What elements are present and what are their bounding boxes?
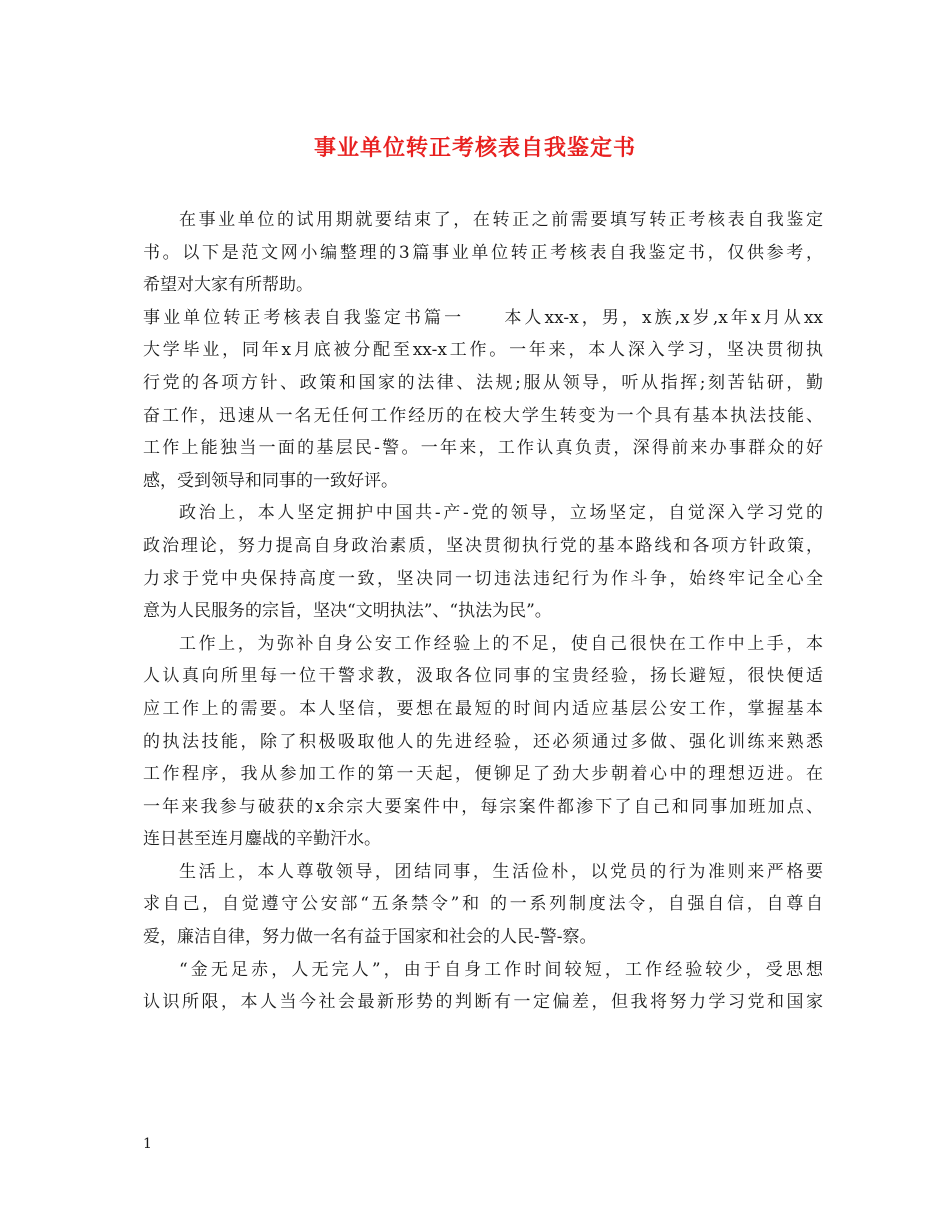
text-line: 书。以下是范文网小编整理的3篇事业单位转正考核表自我鉴定书，仅供参考， — [143, 242, 823, 263]
section-heading-line: 事业单位转正考核表自我鉴定书篇一 本人xx-x，男，x族,x岁,x年x月从xx — [143, 307, 823, 328]
document-body — [143, 204, 823, 1019]
text-line: 奋工作，迅速从一名无任何工作经历的在校大学生转变为一个具有基本执法技能、 — [143, 405, 823, 426]
text-line: 求自己，自觉遵守公安部“五条禁令”和 的一系列制度法令，自强自信，自尊自 — [143, 894, 823, 915]
text-line: 一年来我参与破获的x余宗大要案件中，每宗案件都渗下了自己和同事加班加点、 — [143, 796, 823, 817]
text-line: “金无足赤，人无完人”，由于自身工作时间较短，工作经验较少，受思想 — [179, 959, 823, 980]
text-line: 行党的各项方针、政策和国家的法律、法规;服从领导，听从指挥;刻苦钻研，勤 — [143, 372, 823, 393]
text-line: 希望对大家有所帮助。 — [143, 275, 313, 296]
text-line: 在事业单位的试用期就要结束了，在转正之前需要填写转正考核表自我鉴定 — [179, 210, 823, 230]
text-line: 政治上，本人坚定拥护中国共-产-党的领导，立场坚定，自觉深入学习党的 — [179, 503, 823, 524]
page-number: 1 — [143, 1136, 152, 1152]
text-line: 感，受到领导和同事的一致好评。 — [143, 470, 398, 491]
document-title: 事业单位转正考核表自我鉴定书 — [313, 135, 636, 161]
text-line: 工作程序，我从参加工作的第一天起，便铆足了劲大步朝着心中的理想迈进。在 — [143, 764, 823, 785]
text-line: 意为人民服务的宗旨，坚决“文明执法”、“执法为民”。 — [143, 601, 552, 622]
text-line: 工作上，为弥补自身公安工作经验上的不足，使自己很快在工作中上手，本 — [179, 633, 823, 654]
text-line: 应工作上的需要。本人坚信，要想在最短的时间内适应基层公安工作，掌握基本 — [143, 698, 823, 719]
text-line: 工作上能独当一面的基层民-警。一年来，工作认真负责，深得前来办事群众的好 — [143, 438, 823, 459]
text-line: 人认真向所里每一位干警求教，汲取各位同事的宝贵经验，扬长避短，很快便适 — [143, 666, 823, 687]
text-line: 生活上，本人尊敬领导，团结同事，生活俭朴，以党员的行为准则来严格要 — [179, 861, 823, 882]
text-line: 大学毕业，同年x月底被分配至xx-x工作。一年来，本人深入学习，坚决贯彻执 — [143, 340, 823, 361]
text-line: 的执法技能，除了积极吸取他人的先进经验，还必须通过多做、强化训练来熟悉 — [143, 731, 823, 752]
text-line: 连日甚至连月鏖战的辛勤汗水。 — [143, 829, 381, 850]
text-line: 政治理论，努力提高自身政治素质，坚决贯彻执行党的基本路线和各项方针政策， — [143, 535, 823, 556]
text-line: 认识所限，本人当今社会最新形势的判断有一定偏差，但我将努力学习党和国家 — [143, 992, 823, 1013]
text-line: 爱，廉洁自律，努力做一名有益于国家和社会的人民-警-察。 — [143, 927, 597, 948]
text-line: 力求于党中央保持高度一致，坚决同一切违法违纪行为作斗争，始终牢记全心全 — [143, 568, 823, 589]
